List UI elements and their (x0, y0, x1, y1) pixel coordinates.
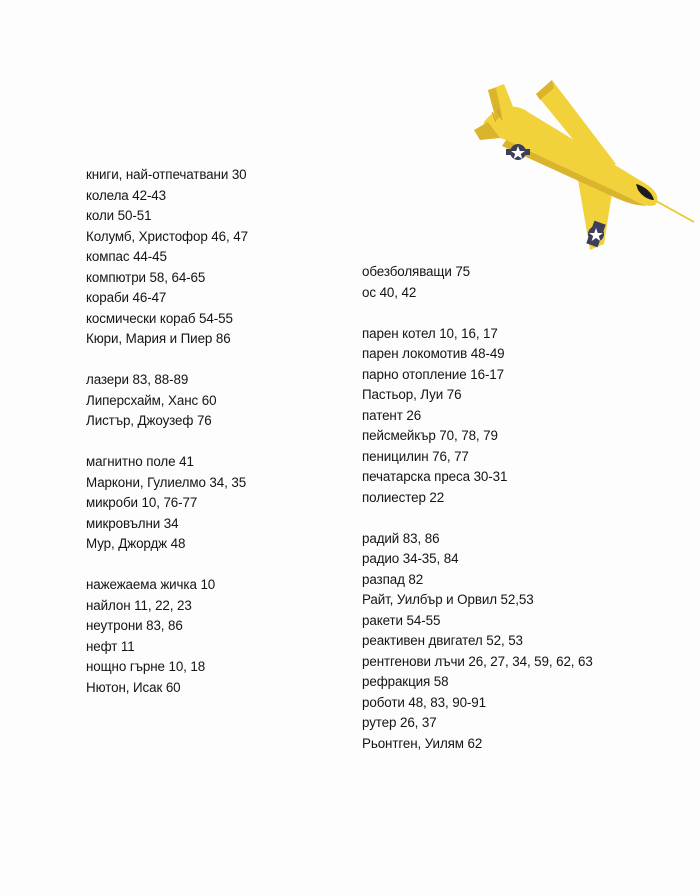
index-entry: Колумб, Христофор 46, 47 (86, 228, 248, 244)
index-entry: Мур, Джордж 48 (86, 536, 186, 551)
index-entry: ос 40, 42 (362, 284, 417, 300)
index-entry: печатарска преса 30-31 (362, 469, 508, 484)
index-entry: Липерсхайм, Ханс 60 (86, 392, 217, 408)
index-entry: лазери 83, 88-89 (86, 372, 189, 387)
index-entry: полиестер 22 (362, 489, 445, 505)
index-entry: кораби 46-47 (86, 290, 167, 305)
index-entry: компас 44-45 (86, 249, 167, 264)
index-entry: космически кораб 54-55 (86, 310, 233, 326)
index-entry: Кюри, Мария и Пиер 86 (86, 331, 231, 346)
index-entry: колела 42-43 (86, 187, 167, 203)
index-column-right (362, 262, 593, 754)
index-entry: парен котел 10, 16, 17 (362, 325, 498, 341)
index-entry: нефт 11 (86, 638, 135, 654)
index-entry: магнитно поле 41 (86, 454, 194, 469)
index-entry: реактивен двигател 52, 53 (362, 633, 523, 648)
letter-gap (86, 432, 248, 453)
index-entry: нажежаема жичка 10 (86, 577, 216, 592)
index-entry: Листър, Джоузеф 76 (86, 413, 212, 428)
index-entry: Райт, Уилбър и Орвил 52,53 (362, 592, 534, 607)
index-entry: Маркони, Гулиелмо 34, 35 (86, 474, 247, 490)
index-entry: микровълни 34 (86, 515, 179, 531)
index-entry: обезболяващи 75 (362, 264, 471, 279)
index-entry: рефракция 58 (362, 674, 449, 689)
index-entry: Рьонтген, Уилям 62 (362, 735, 483, 751)
index-entry: Нютон, Исак 60 (86, 679, 181, 695)
index-entry: найлон 11, 22, 23 (86, 597, 192, 613)
letter-gap (86, 555, 248, 576)
letter-gap (362, 508, 593, 529)
index-entry: разпад 82 (362, 571, 424, 587)
index-entry: ракети 54-55 (362, 612, 441, 628)
index-entry: компютри 58, 64-65 (86, 269, 206, 285)
index-entry: нощно гърне 10, 18 (86, 659, 206, 674)
airplane-illustration (466, 76, 698, 256)
index-entry: микроби 10, 76-77 (86, 495, 198, 510)
index-entry: радио 34-35, 84 (362, 551, 459, 566)
index-entry: неутрони 83, 86 (86, 618, 183, 633)
index-entry: рентгенови лъчи 26, 27, 34, 59, 62, 63 (362, 653, 593, 669)
letter-gap (86, 350, 248, 371)
index-entry: роботи 48, 83, 90-91 (362, 694, 486, 710)
index-entry: парно отопление 16-17 (362, 366, 504, 382)
index-entry: пейсмейкър 70, 78, 79 (362, 428, 498, 443)
letter-gap (362, 303, 593, 324)
index-entry: книги, най-отпечатвани 30 (86, 167, 247, 182)
index-entry: Пастьор, Луи 76 (362, 387, 462, 402)
index-entry: парен локомотив 48-49 (362, 346, 505, 361)
index-entry: пеницилин 76, 77 (362, 448, 469, 464)
index-entry: патент 26 (362, 407, 422, 423)
index-column-left (86, 165, 248, 698)
index-entry: коли 50-51 (86, 208, 152, 223)
index-entry: радий 83, 86 (362, 530, 440, 546)
index-entry: рутер 26, 37 (362, 715, 437, 730)
